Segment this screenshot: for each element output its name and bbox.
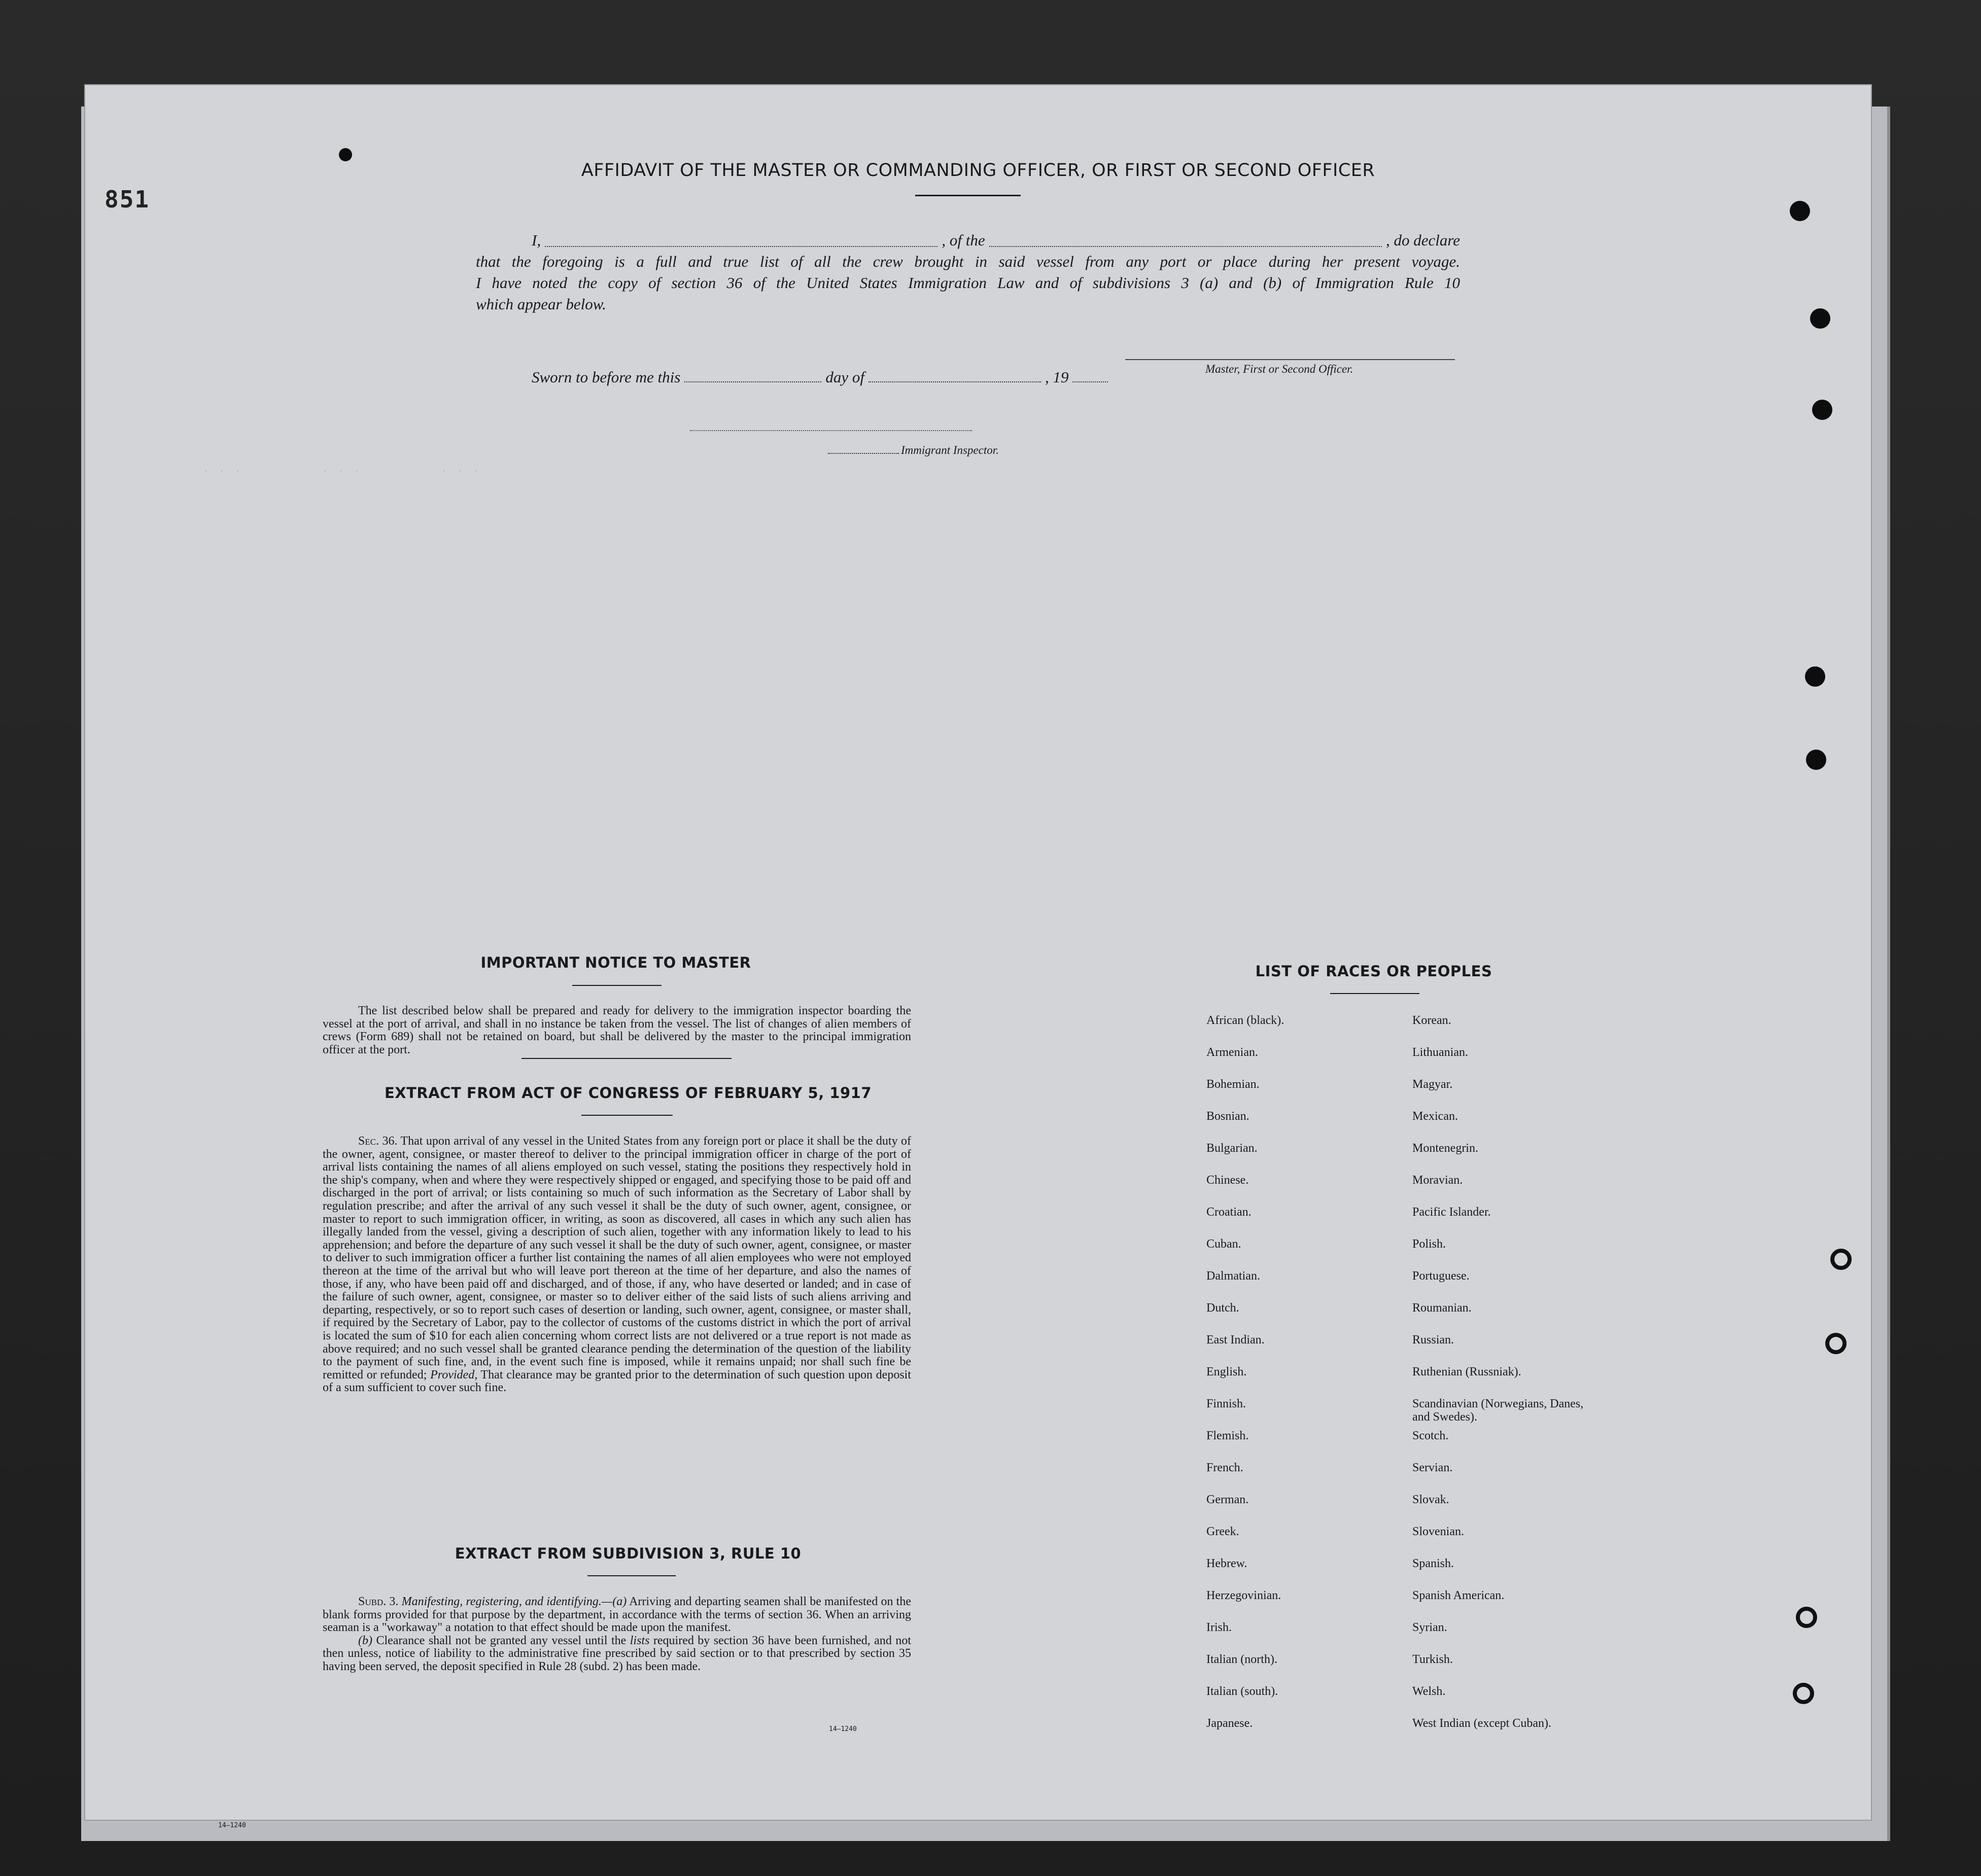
binder-hole — [1810, 308, 1830, 329]
title-rule — [915, 195, 1021, 196]
inspector-caption — [828, 444, 999, 457]
race-item: Spanish. — [1412, 1557, 1454, 1570]
race-item: Moravian. — [1412, 1174, 1463, 1187]
race-item: Syrian. — [1412, 1621, 1447, 1634]
race-item: Japanese. — [1206, 1717, 1253, 1730]
race-item: Korean. — [1412, 1014, 1451, 1027]
binder-hole — [1812, 400, 1832, 420]
binder-hole — [1825, 1333, 1847, 1354]
day-of-text: day of — [825, 368, 864, 386]
binder-hole — [1796, 1607, 1817, 1628]
race-item: Magyar. — [1412, 1078, 1453, 1091]
race-item: Dutch. — [1206, 1301, 1239, 1315]
important-notice-text: The list described below shall be prepared and ready for delivery to the immigration inspector boarding the vessel at the port of arrival, and shall in no instance be taken from the vessel. The list of changes of alien members of crews (Form 689) shall not be retained on board, but shall be delivered by the master to the principal immigration officer at the port. — [323, 1004, 911, 1056]
extract-act-title: EXTRACT FROM ACT OF CONGRESS OF FEBRUARY 5, 1917 — [384, 1084, 872, 1102]
affidavit-text — [476, 230, 1460, 315]
subd-label: Subd. 3. — [358, 1595, 399, 1608]
binder-hole — [1830, 1249, 1852, 1270]
race-item: Scandinavian (Norwegians, Danes, and Swedes). — [1412, 1397, 1584, 1424]
extract-rule-body — [323, 1596, 911, 1674]
race-item: Croatian. — [1206, 1206, 1252, 1219]
sec-label: Sec. 36. — [358, 1135, 398, 1148]
race-item: Slovak. — [1412, 1493, 1449, 1506]
affidavit-do-declare: , do declare — [1385, 231, 1461, 249]
race-item: Greek. — [1206, 1525, 1239, 1538]
vessel-blank — [989, 246, 1382, 247]
sec-36-body: That upon arrival of any vessel in the United States from any foreign port or place it shall be the duty of the owner, agent, consignee, or master thereof to deliver to the principal immigration officer in charge of the port of arrival lists containing the names of all aliens employed on such vessel, stating the positions they respectively hold in the ship's company, when and where they were respectively shipped or engaged, and specifying those to be paid off and discharged in the port of arrival; or lists containing so much of such information as the Secretary of Labor shall by regulation prescribe; and after the arrival of any such vessel it shall be the duty of such owner, agent, consignee, or master to report to such immigration officer, in writing, as soon as discovered, all cases in which any such alien has illegally landed from the vessel, giving a description of such alien, together with any information likely to lead to his apprehension; and before the departure of any such vessel it shall be the duty of such owner, agent, consignee, or master to deliver to such immigration officer a further list containing the names of all alien employees who were not employed thereon at the time of the arrival but who will leave port thereon at the time of her departure, and also the names of those, if any, who have been paid off and discharged, and of those, if any, who have deserted or landed; and in case of the failure of such owner, agent, consignee, or master so to deliver either of the said lists of such aliens arriving and departing, respectively, or so to report such cases of desertion or landing, such owner, agent, consignee, or master shall, if required by the Secretary of Labor, pay to the collector of customs of the customs district in which the port of arrival is located the sum of $10 for each alien concerning whom correct lists are not delivered or a true report is not made as above required; and no such vessel shall be granted clearance pending the determination of the question of the liability to the payment of such fine, and, in the event such fine is imposed, while it remains unpaid; nor shall such fine be remitted or refunded; — [323, 1135, 911, 1382]
races-title: LIST OF RACES OR PEOPLES — [1255, 963, 1492, 980]
affidavit-line-3: I have noted the copy of section 36 of the United States Immigration Law and of subdivisions 3 (a) and (b) of Immigration Rule 10 — [476, 274, 1460, 292]
race-item: Portuguese. — [1412, 1269, 1470, 1283]
race-item: Italian (south). — [1206, 1685, 1278, 1698]
month-blank — [868, 381, 1041, 382]
document-page — [85, 85, 1871, 1829]
important-notice-body — [323, 1005, 911, 1056]
race-item: Hebrew. — [1206, 1557, 1247, 1570]
bottom-form-code: 14—1240 — [218, 1822, 246, 1829]
race-item: Montenegrin. — [1412, 1142, 1478, 1155]
affidavit-of-the: , of the — [942, 231, 985, 249]
corner-mark: 851 — [105, 186, 150, 213]
name-blank — [545, 246, 937, 247]
b-label: (b) — [358, 1634, 372, 1647]
provided-body: That clearance may be granted prior to the determination of such question upon deposit of a sum sufficient to cover such fine. — [323, 1368, 912, 1395]
race-item: Chinese. — [1206, 1174, 1249, 1187]
inspector-caption-text: Immigrant Inspector. — [901, 444, 999, 456]
extract-act-rule — [581, 1115, 673, 1116]
bleed-through-text: . . . . . . . . . — [202, 461, 480, 476]
affidavit-line-1 — [476, 230, 1460, 251]
race-item: Slovenian. — [1412, 1525, 1464, 1538]
day-blank — [684, 381, 821, 382]
race-item: Mexican. — [1412, 1110, 1458, 1123]
subd-3b-part1: Clearance shall not be granted any vessel until the — [376, 1634, 627, 1647]
notice-rule — [572, 985, 662, 986]
race-item: German. — [1206, 1493, 1249, 1506]
race-item: Welsh. — [1412, 1685, 1446, 1698]
race-item: English. — [1206, 1365, 1247, 1378]
sworn-text: Sworn to before me this — [532, 368, 681, 386]
race-item: Pacific Islander. — [1412, 1206, 1491, 1219]
race-item: Polish. — [1412, 1237, 1446, 1251]
race-item: Armenian. — [1206, 1046, 1258, 1059]
extract-rule-rule — [587, 1575, 676, 1576]
subd-3b-lists: lists — [630, 1634, 650, 1647]
race-item: Bosnian. — [1206, 1110, 1249, 1123]
races-right-column — [1412, 1014, 1600, 1749]
race-item: Bohemian. — [1206, 1078, 1260, 1091]
race-item: Bulgarian. — [1206, 1142, 1258, 1155]
race-item: Turkish. — [1412, 1653, 1453, 1666]
binder-hole — [1806, 750, 1826, 770]
binder-hole — [1805, 666, 1825, 687]
provided-label: Provided, — [430, 1368, 478, 1382]
race-item: Herzegovinian. — [1206, 1589, 1281, 1602]
race-item: Dalmatian. — [1206, 1269, 1260, 1283]
race-item: Russian. — [1412, 1333, 1454, 1347]
affidavit-line-4: which appear below. — [476, 295, 606, 313]
races-left-column — [1206, 1014, 1284, 1749]
affidavit-i: I, — [532, 231, 541, 249]
inspector-signature-line — [690, 430, 972, 431]
race-item: Lithuanian. — [1412, 1046, 1468, 1059]
race-item: West Indian (except Cuban). — [1412, 1717, 1551, 1730]
race-item: Irish. — [1206, 1621, 1232, 1634]
important-notice-title: IMPORTANT NOTICE TO MASTER — [480, 954, 751, 971]
race-item: Italian (north). — [1206, 1653, 1277, 1666]
binder-hole — [1793, 1683, 1814, 1704]
year-blank — [1072, 381, 1108, 382]
affidavit-title: AFFIDAVIT OF THE MASTER OR COMMANDING OFFICER, OR FIRST OR SECOND OFFICER — [581, 160, 1375, 181]
subd-3a-text — [323, 1596, 911, 1635]
race-item: Finnish. — [1206, 1397, 1246, 1410]
form-code: 14—1240 — [829, 1725, 857, 1733]
subd-3a-body: Arriving and departing seamen shall be manifested on the blank forms provided for that purpose by the department, in accordance with the terms of section 36. When an arriving seaman is a "workaway" a notation to that effect should be made upon the manifest. — [323, 1595, 912, 1635]
subd-heading: Manifesting, registering, and identifying.—(a) — [401, 1595, 627, 1608]
binder-hole — [1790, 201, 1810, 221]
year-prefix: , 19 — [1045, 368, 1069, 386]
subd-3b-text — [323, 1635, 911, 1674]
master-signature-caption: Master, First or Second Officer. — [1205, 363, 1353, 375]
race-item: French. — [1206, 1461, 1243, 1474]
master-signature-line — [1125, 359, 1455, 360]
race-item: Ruthenian (Russniak). — [1412, 1365, 1521, 1378]
staple-mark — [339, 148, 352, 161]
sworn-line — [532, 368, 1112, 386]
race-item: Scotch. — [1412, 1429, 1449, 1442]
race-item: Spanish American. — [1412, 1589, 1505, 1602]
race-item: African (black). — [1206, 1014, 1284, 1027]
races-rule — [1330, 993, 1419, 994]
race-item: Cuban. — [1206, 1237, 1241, 1251]
section-divider — [522, 1058, 732, 1059]
race-item: East Indian. — [1206, 1333, 1265, 1347]
race-item: Roumanian. — [1412, 1301, 1472, 1315]
extract-act-body — [323, 1135, 911, 1395]
race-item: Flemish. — [1206, 1429, 1249, 1442]
extract-rule-title: EXTRACT FROM SUBDIVISION 3, RULE 10 — [455, 1545, 802, 1562]
inspector-blank — [828, 453, 899, 454]
race-item: Servian. — [1412, 1461, 1453, 1474]
section-36-text — [323, 1135, 911, 1395]
affidavit-line-2: that the foregoing is a full and true list of all the crew brought in said vessel from any port or place during her present voyage. — [476, 253, 1460, 270]
subd-3b-part2: required by section 36 have been furnished, and not then unless, notice of liability to the administrative fine prescribed by said section or to that prescribed by section 35 having been served, the deposit specified in Rule 28 (subd. 2) has been made. — [323, 1634, 912, 1673]
